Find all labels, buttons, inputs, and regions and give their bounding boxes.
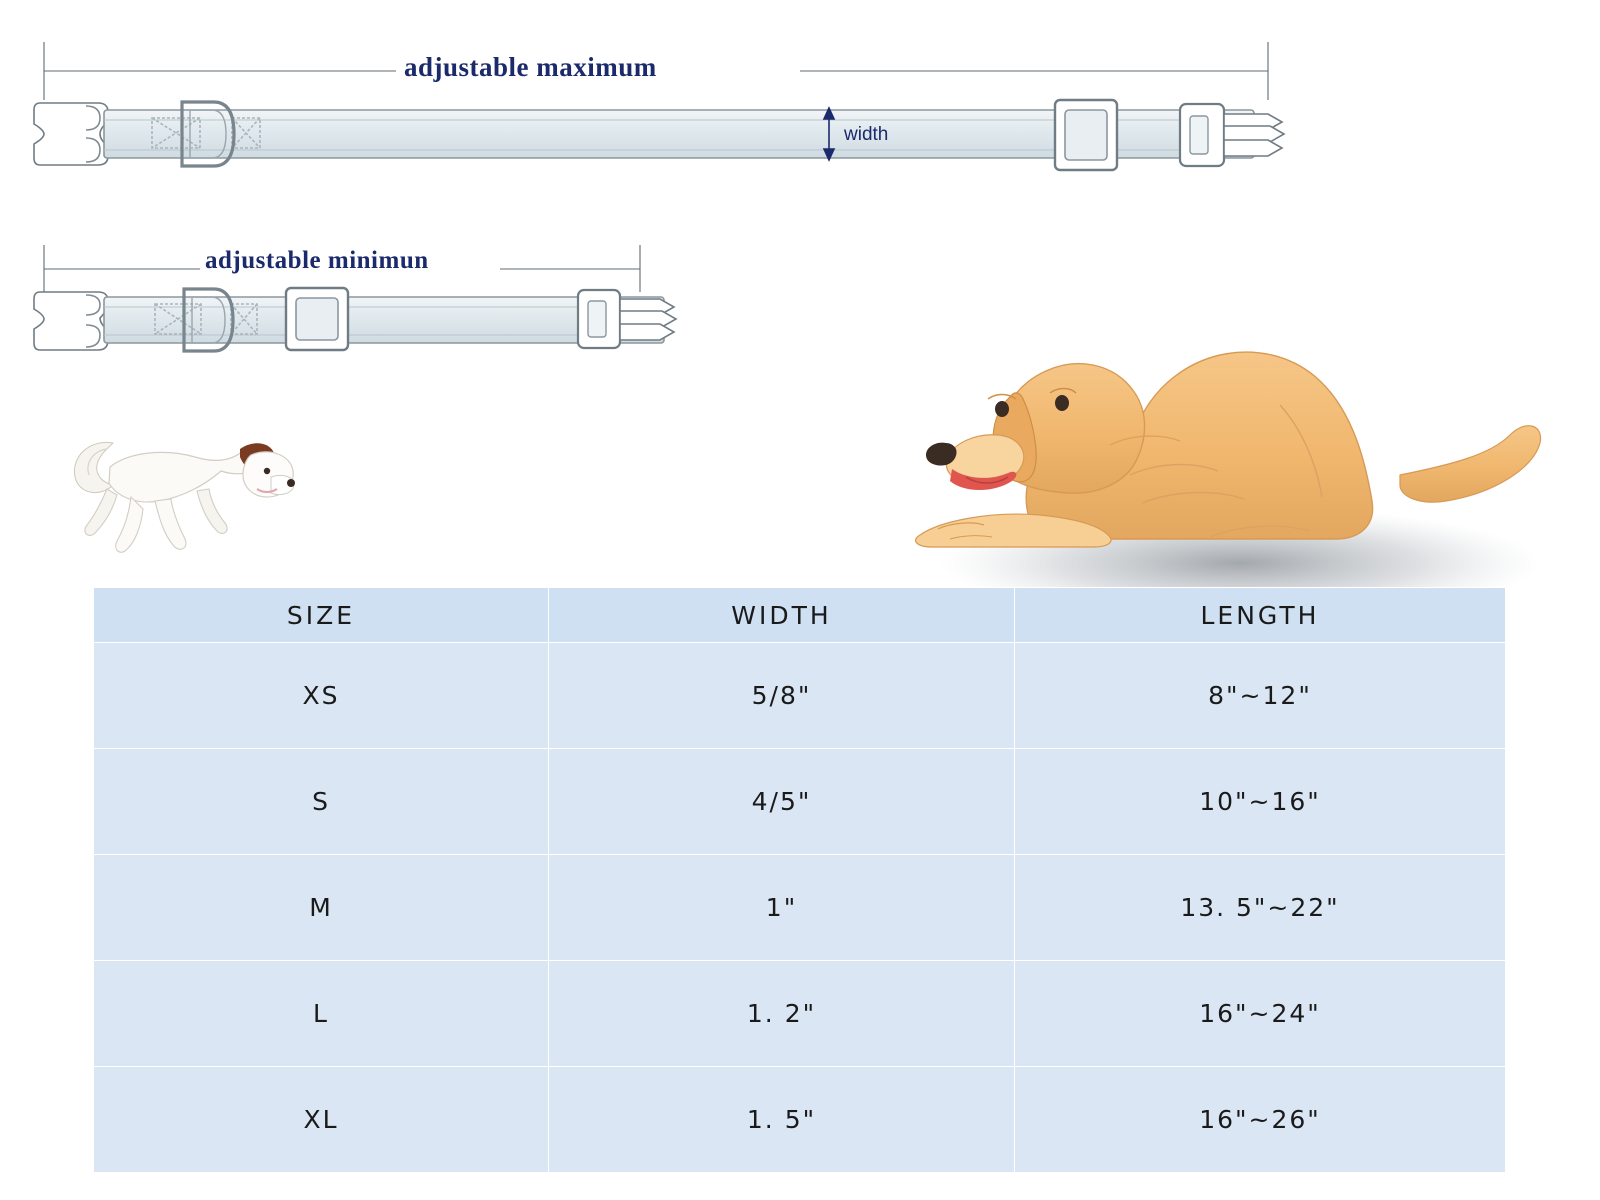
cell-size: M [94, 855, 549, 961]
header-length: LENGTH [1015, 588, 1506, 643]
table-header-row [94, 588, 1506, 643]
lying-golden-retriever-illustration [880, 285, 1560, 635]
header-width: WIDTH [549, 588, 1015, 643]
cell-size: XS [94, 643, 549, 749]
table-row [94, 961, 1506, 1067]
table-row [94, 749, 1506, 855]
cell-width: 4/5" [549, 749, 1015, 855]
adjustable-maximum-label: adjustable maximum [404, 52, 657, 82]
cell-size: L [94, 961, 549, 1067]
cell-length: 16"~24" [1015, 961, 1506, 1067]
table-row [94, 1067, 1506, 1173]
adjustable-minimum-label: adjustable minimun [205, 247, 429, 274]
cell-width: 1. 5" [549, 1067, 1015, 1173]
table-row [94, 643, 1506, 749]
running-dog-illustration [55, 405, 295, 590]
cell-width: 5/8" [549, 643, 1015, 749]
size-chart-table [93, 587, 1506, 1173]
cell-size: XL [94, 1067, 549, 1173]
cell-size: S [94, 749, 549, 855]
cell-length: 8"~12" [1015, 643, 1506, 749]
cell-width: 1" [549, 855, 1015, 961]
cell-length: 10"~16" [1015, 749, 1506, 855]
table-row [94, 855, 1506, 961]
cell-width: 1. 2" [549, 961, 1015, 1067]
cell-length: 16"~26" [1015, 1067, 1506, 1173]
cell-length: 13. 5"~22" [1015, 855, 1506, 961]
header-size: SIZE [94, 588, 549, 643]
width-label: width [844, 124, 889, 145]
